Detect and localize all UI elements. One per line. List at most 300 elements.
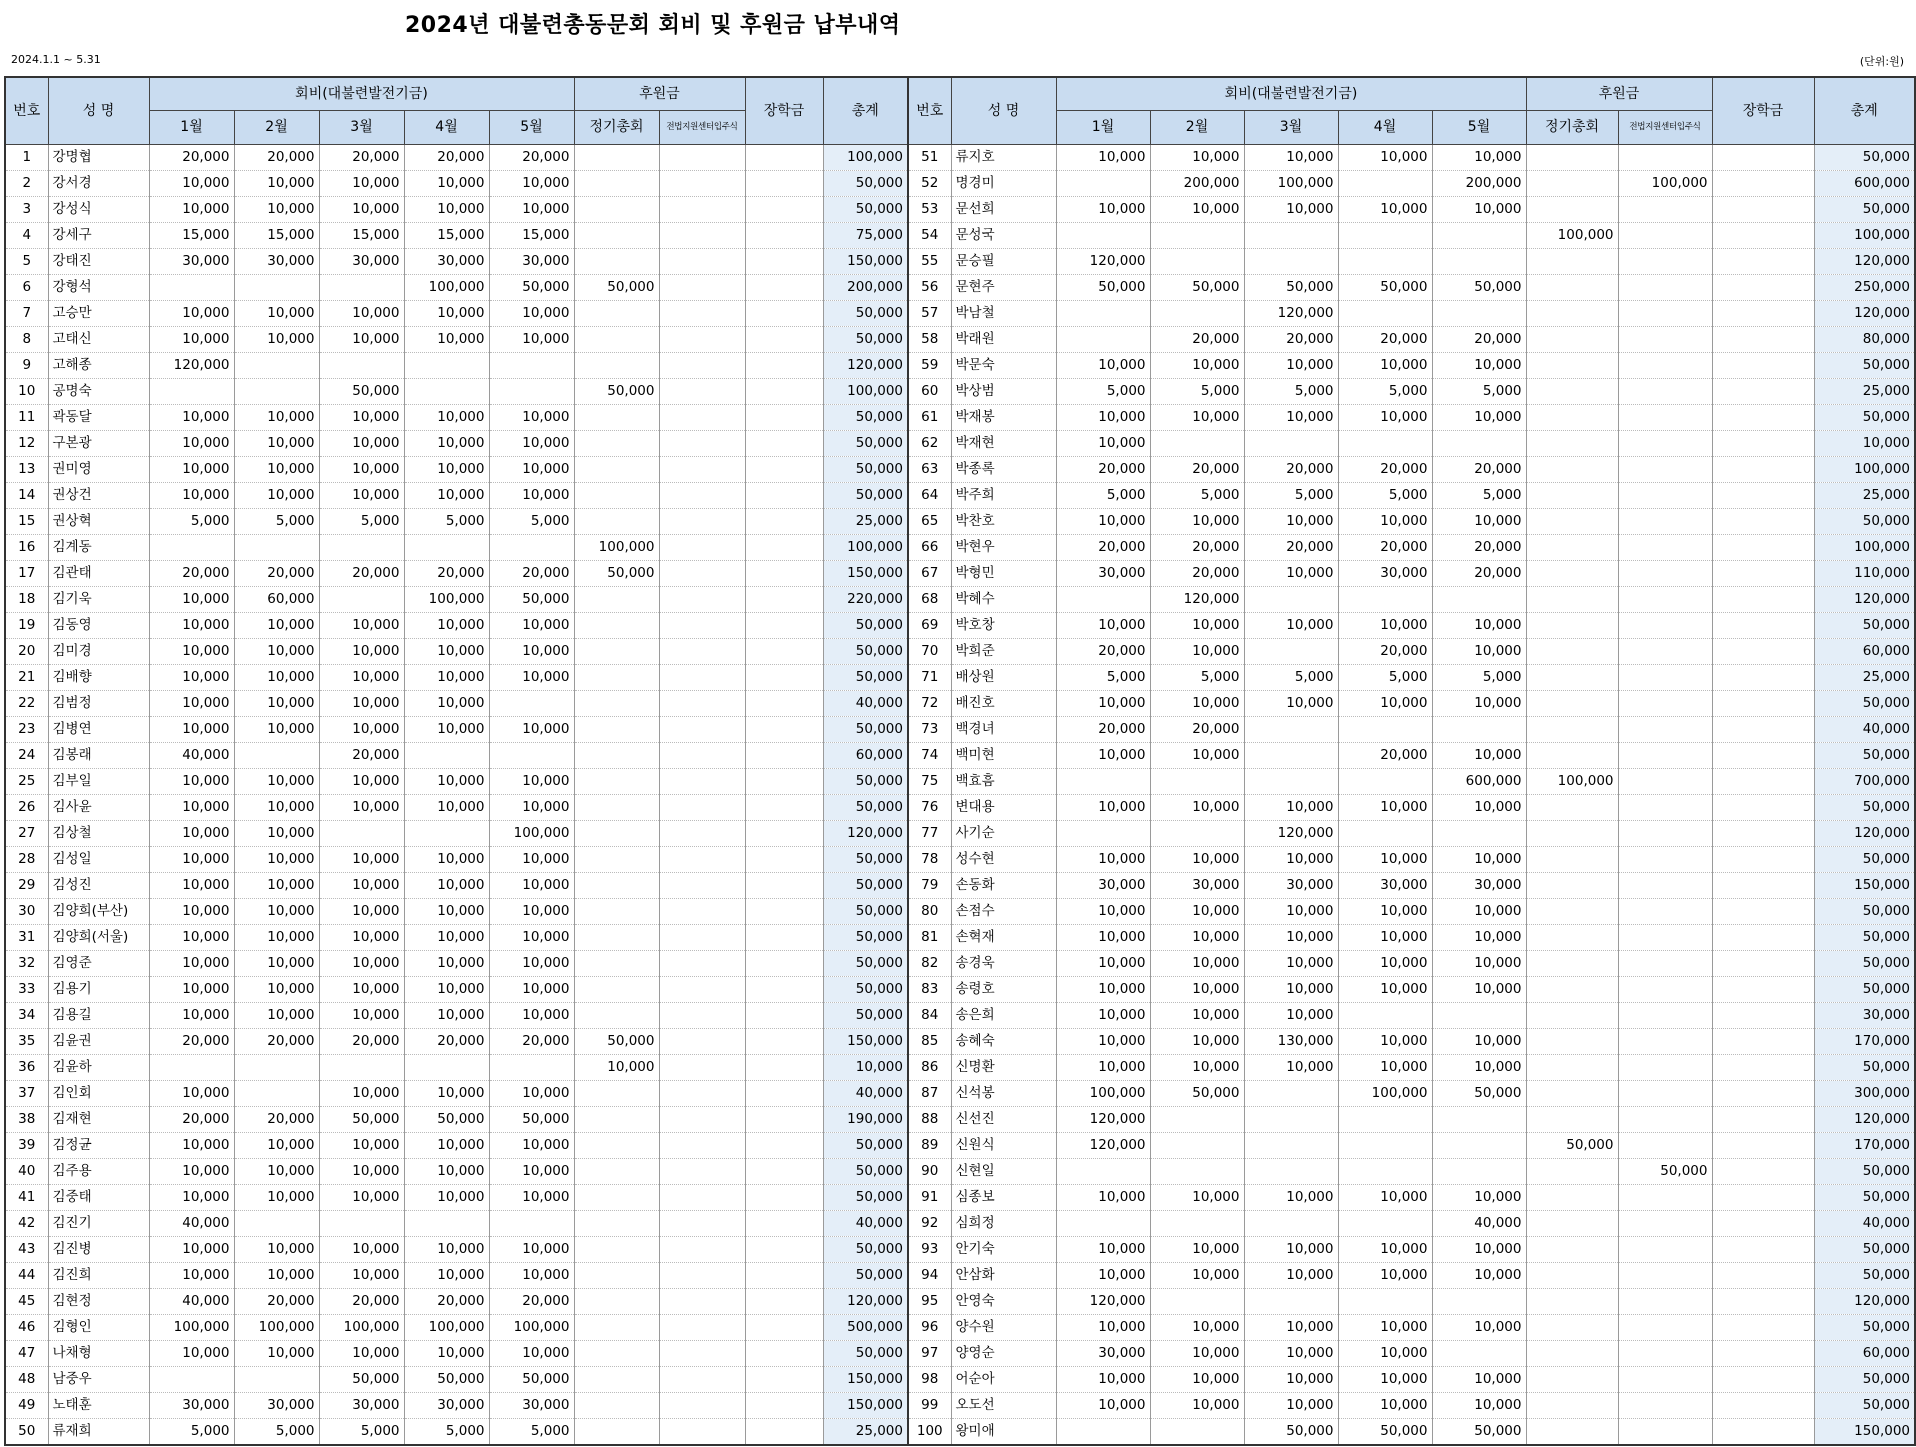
jan-amount — [149, 1055, 234, 1081]
jan-amount: 5,000 — [149, 1419, 234, 1446]
mar-amount: 10,000 — [1244, 1003, 1338, 1029]
member-name: 박상범 — [951, 379, 1056, 405]
table-row — [5, 483, 1915, 509]
total-amount: 250,000 — [1814, 275, 1915, 301]
feb-amount: 10,000 — [234, 873, 319, 899]
member-name: 손점수 — [951, 899, 1056, 925]
jan-amount: 10,000 — [149, 1341, 234, 1367]
row-number: 65 — [908, 509, 951, 535]
apr-amount: 10,000 — [404, 873, 489, 899]
support-general-amount — [574, 1315, 659, 1341]
apr-amount: 10,000 — [404, 1159, 489, 1185]
support-general-amount — [574, 223, 659, 249]
may-amount: 50,000 — [1432, 1081, 1526, 1107]
apr-amount: 10,000 — [1338, 1393, 1432, 1419]
header-month: 3월 — [319, 111, 404, 145]
member-name: 송경욱 — [951, 951, 1056, 977]
scholarship-amount — [745, 691, 823, 717]
support-general-amount — [1526, 1315, 1618, 1341]
total-amount: 50,000 — [1814, 1367, 1915, 1393]
jan-amount: 120,000 — [1056, 1107, 1150, 1133]
support-general-amount — [1526, 405, 1618, 431]
total-amount: 50,000 — [823, 197, 908, 223]
row-number: 66 — [908, 535, 951, 561]
scholarship-amount — [1712, 717, 1814, 743]
mar-amount: 10,000 — [1244, 925, 1338, 951]
table-row — [5, 691, 1915, 717]
member-name: 박재봉 — [951, 405, 1056, 431]
row-number: 22 — [5, 691, 48, 717]
may-amount: 10,000 — [489, 197, 574, 223]
support-center-amount — [659, 301, 745, 327]
may-amount — [1432, 587, 1526, 613]
total-amount: 50,000 — [1814, 353, 1915, 379]
support-general-amount — [574, 795, 659, 821]
table-row — [5, 535, 1915, 561]
jan-amount: 10,000 — [149, 431, 234, 457]
support-center-amount — [1618, 691, 1712, 717]
row-number: 14 — [5, 483, 48, 509]
mar-amount: 10,000 — [319, 1003, 404, 1029]
apr-amount: 10,000 — [404, 1185, 489, 1211]
total-amount: 40,000 — [823, 691, 908, 717]
support-center-amount — [659, 899, 745, 925]
mar-amount: 10,000 — [319, 1159, 404, 1185]
may-amount: 40,000 — [1432, 1211, 1526, 1237]
support-center-amount — [659, 561, 745, 587]
scholarship-amount — [1712, 1367, 1814, 1393]
table-row — [5, 197, 1915, 223]
may-amount: 20,000 — [489, 145, 574, 171]
total-amount: 120,000 — [823, 821, 908, 847]
total-amount: 60,000 — [823, 743, 908, 769]
total-amount: 50,000 — [823, 951, 908, 977]
apr-amount: 10,000 — [1338, 1029, 1432, 1055]
jan-amount: 100,000 — [149, 1315, 234, 1341]
scholarship-amount — [745, 977, 823, 1003]
total-amount: 50,000 — [823, 639, 908, 665]
apr-amount — [404, 1211, 489, 1237]
member-name: 노태훈 — [48, 1393, 149, 1419]
may-amount — [489, 1055, 574, 1081]
mar-amount: 10,000 — [319, 1133, 404, 1159]
mar-amount: 10,000 — [319, 899, 404, 925]
may-amount: 10,000 — [1432, 1367, 1526, 1393]
feb-amount: 10,000 — [1150, 613, 1244, 639]
row-number: 85 — [908, 1029, 951, 1055]
support-center-amount — [1618, 275, 1712, 301]
row-number: 98 — [908, 1367, 951, 1393]
member-name: 박문숙 — [951, 353, 1056, 379]
apr-amount — [404, 821, 489, 847]
scholarship-amount — [1712, 1107, 1814, 1133]
support-general-amount: 50,000 — [574, 275, 659, 301]
member-name: 곽동달 — [48, 405, 149, 431]
support-center-amount — [659, 847, 745, 873]
jan-amount: 10,000 — [149, 1081, 234, 1107]
apr-amount: 20,000 — [1338, 639, 1432, 665]
total-amount: 100,000 — [1814, 535, 1915, 561]
mar-amount: 50,000 — [319, 1367, 404, 1393]
may-amount: 30,000 — [489, 1393, 574, 1419]
header-month: 3월 — [1244, 111, 1338, 145]
scholarship-amount — [745, 639, 823, 665]
may-amount: 15,000 — [489, 223, 574, 249]
apr-amount: 10,000 — [404, 665, 489, 691]
total-amount: 50,000 — [823, 977, 908, 1003]
support-center-amount — [659, 1263, 745, 1289]
support-general-amount — [1526, 457, 1618, 483]
member-name: 김형인 — [48, 1315, 149, 1341]
feb-amount: 10,000 — [234, 483, 319, 509]
table-row — [5, 1367, 1915, 1393]
jan-amount: 10,000 — [149, 1185, 234, 1211]
support-general-amount: 100,000 — [1526, 223, 1618, 249]
total-amount: 150,000 — [823, 1029, 908, 1055]
scholarship-amount — [745, 379, 823, 405]
member-name: 남중우 — [48, 1367, 149, 1393]
table-row — [5, 223, 1915, 249]
total-amount: 600,000 — [1814, 171, 1915, 197]
apr-amount — [1338, 587, 1432, 613]
support-center-amount — [1618, 743, 1712, 769]
feb-amount: 5,000 — [1150, 379, 1244, 405]
scholarship-amount — [745, 1185, 823, 1211]
row-number: 19 — [5, 613, 48, 639]
support-general-amount — [1526, 613, 1618, 639]
apr-amount: 10,000 — [404, 1341, 489, 1367]
feb-amount — [1150, 1159, 1244, 1185]
table-row — [5, 769, 1915, 795]
support-general-amount — [574, 1341, 659, 1367]
mar-amount: 10,000 — [319, 691, 404, 717]
total-amount: 300,000 — [1814, 1081, 1915, 1107]
scholarship-amount — [745, 1237, 823, 1263]
total-amount: 50,000 — [1814, 977, 1915, 1003]
row-number: 49 — [5, 1393, 48, 1419]
feb-amount — [1150, 1133, 1244, 1159]
support-general-amount — [574, 925, 659, 951]
total-amount: 120,000 — [1814, 587, 1915, 613]
jan-amount: 30,000 — [1056, 873, 1150, 899]
jan-amount: 50,000 — [1056, 275, 1150, 301]
table-row — [5, 301, 1915, 327]
feb-amount: 10,000 — [1150, 925, 1244, 951]
support-center-amount — [1618, 587, 1712, 613]
support-general-amount — [574, 1393, 659, 1419]
jan-amount: 10,000 — [1056, 1315, 1150, 1341]
may-amount: 5,000 — [1432, 379, 1526, 405]
total-amount: 50,000 — [823, 665, 908, 691]
feb-amount: 10,000 — [234, 1003, 319, 1029]
row-number: 91 — [908, 1185, 951, 1211]
member-name: 김관태 — [48, 561, 149, 587]
total-amount: 190,000 — [823, 1107, 908, 1133]
support-center-amount — [1618, 1133, 1712, 1159]
may-amount: 10,000 — [1432, 509, 1526, 535]
member-name: 송령호 — [951, 977, 1056, 1003]
scholarship-amount — [745, 821, 823, 847]
support-center-amount — [1618, 301, 1712, 327]
may-amount: 10,000 — [489, 1081, 574, 1107]
mar-amount: 10,000 — [319, 977, 404, 1003]
apr-amount: 20,000 — [1338, 743, 1432, 769]
mar-amount — [1244, 223, 1338, 249]
total-amount: 50,000 — [823, 873, 908, 899]
support-general-amount — [1526, 431, 1618, 457]
jan-amount: 10,000 — [149, 925, 234, 951]
feb-amount: 10,000 — [234, 1133, 319, 1159]
feb-amount: 10,000 — [234, 171, 319, 197]
member-name: 공명숙 — [48, 379, 149, 405]
total-amount: 50,000 — [823, 1003, 908, 1029]
header-month: 4월 — [404, 111, 489, 145]
support-general-amount — [1526, 301, 1618, 327]
total-amount: 40,000 — [1814, 717, 1915, 743]
total-amount: 50,000 — [823, 899, 908, 925]
jan-amount — [1056, 769, 1150, 795]
apr-amount: 10,000 — [404, 1133, 489, 1159]
support-center-amount — [659, 1419, 745, 1446]
total-amount: 170,000 — [1814, 1133, 1915, 1159]
row-number: 61 — [908, 405, 951, 431]
apr-amount: 10,000 — [1338, 1263, 1432, 1289]
apr-amount: 10,000 — [1338, 1341, 1432, 1367]
support-center-amount — [659, 405, 745, 431]
feb-amount — [1150, 301, 1244, 327]
header-month: 5월 — [489, 111, 574, 145]
jan-amount: 10,000 — [149, 301, 234, 327]
table-row — [5, 1107, 1915, 1133]
scholarship-amount — [1712, 405, 1814, 431]
mar-amount: 10,000 — [319, 1081, 404, 1107]
total-amount: 25,000 — [1814, 379, 1915, 405]
total-amount: 50,000 — [1814, 691, 1915, 717]
support-center-amount: 100,000 — [1618, 171, 1712, 197]
apr-amount — [404, 379, 489, 405]
member-name: 김중태 — [48, 1185, 149, 1211]
apr-amount — [1338, 1107, 1432, 1133]
table-row — [5, 1081, 1915, 1107]
support-general-amount — [574, 509, 659, 535]
feb-amount: 10,000 — [234, 925, 319, 951]
support-general-amount — [1526, 1185, 1618, 1211]
row-number: 78 — [908, 847, 951, 873]
row-number: 17 — [5, 561, 48, 587]
mar-amount: 10,000 — [1244, 613, 1338, 639]
table-row — [5, 1055, 1915, 1081]
feb-amount — [234, 1055, 319, 1081]
mar-amount: 10,000 — [1244, 1185, 1338, 1211]
jan-amount: 10,000 — [149, 1159, 234, 1185]
row-number: 58 — [908, 327, 951, 353]
apr-amount: 20,000 — [404, 145, 489, 171]
member-name: 김진기 — [48, 1211, 149, 1237]
jan-amount: 20,000 — [149, 145, 234, 171]
total-amount: 50,000 — [823, 1263, 908, 1289]
row-number: 34 — [5, 1003, 48, 1029]
total-amount: 50,000 — [1814, 1237, 1915, 1263]
jan-amount: 5,000 — [1056, 379, 1150, 405]
support-center-amount — [659, 795, 745, 821]
mar-amount: 10,000 — [319, 171, 404, 197]
support-general-amount — [1526, 1055, 1618, 1081]
support-general-amount — [574, 1211, 659, 1237]
mar-amount: 50,000 — [319, 379, 404, 405]
support-general-amount — [574, 1237, 659, 1263]
scholarship-amount — [745, 743, 823, 769]
scholarship-amount — [745, 249, 823, 275]
total-amount: 10,000 — [823, 1055, 908, 1081]
jan-amount: 20,000 — [149, 1029, 234, 1055]
feb-amount — [234, 353, 319, 379]
table-row — [5, 613, 1915, 639]
jan-amount: 10,000 — [1056, 795, 1150, 821]
support-general-amount — [1526, 1159, 1618, 1185]
scholarship-amount — [1712, 301, 1814, 327]
jan-amount: 10,000 — [149, 197, 234, 223]
support-general-amount — [574, 197, 659, 223]
member-name: 양영순 — [951, 1341, 1056, 1367]
feb-amount: 10,000 — [234, 665, 319, 691]
jan-amount: 10,000 — [1056, 743, 1150, 769]
may-amount — [1432, 301, 1526, 327]
support-center-amount — [659, 1237, 745, 1263]
total-amount: 50,000 — [1814, 613, 1915, 639]
support-general-amount: 50,000 — [574, 379, 659, 405]
total-amount: 50,000 — [823, 327, 908, 353]
scholarship-amount — [1712, 587, 1814, 613]
may-amount: 10,000 — [489, 873, 574, 899]
jan-amount: 10,000 — [1056, 353, 1150, 379]
member-name: 김현정 — [48, 1289, 149, 1315]
jan-amount: 10,000 — [1056, 613, 1150, 639]
scholarship-amount — [1712, 613, 1814, 639]
may-amount: 10,000 — [489, 951, 574, 977]
feb-amount: 10,000 — [234, 197, 319, 223]
jan-amount: 10,000 — [1056, 1185, 1150, 1211]
header-name: 성 명 — [48, 77, 149, 145]
scholarship-amount — [745, 1263, 823, 1289]
total-amount: 50,000 — [823, 769, 908, 795]
may-amount: 10,000 — [1432, 795, 1526, 821]
apr-amount — [1338, 821, 1432, 847]
apr-amount: 10,000 — [404, 795, 489, 821]
feb-amount: 10,000 — [1150, 951, 1244, 977]
row-number: 70 — [908, 639, 951, 665]
apr-amount — [404, 743, 489, 769]
apr-amount: 20,000 — [404, 1289, 489, 1315]
mar-amount: 10,000 — [319, 1185, 404, 1211]
support-center-amount — [659, 1029, 745, 1055]
row-number: 8 — [5, 327, 48, 353]
support-center-amount — [659, 1211, 745, 1237]
jan-amount — [149, 275, 234, 301]
scholarship-amount — [1712, 249, 1814, 275]
table-row — [5, 1289, 1915, 1315]
may-amount — [1432, 249, 1526, 275]
table-row — [5, 1185, 1915, 1211]
row-number: 23 — [5, 717, 48, 743]
scholarship-amount — [745, 1419, 823, 1446]
feb-amount: 10,000 — [234, 1237, 319, 1263]
feb-amount: 50,000 — [1150, 275, 1244, 301]
jan-amount: 10,000 — [1056, 1393, 1150, 1419]
mar-amount — [319, 535, 404, 561]
scholarship-amount — [745, 1029, 823, 1055]
scholarship-amount — [1712, 899, 1814, 925]
scholarship-amount — [745, 145, 823, 171]
row-number: 53 — [908, 197, 951, 223]
member-name: 박혜수 — [951, 587, 1056, 613]
member-name: 왕미애 — [951, 1419, 1056, 1446]
feb-amount: 100,000 — [234, 1315, 319, 1341]
scholarship-amount — [1712, 1211, 1814, 1237]
member-name: 박남철 — [951, 301, 1056, 327]
row-number: 26 — [5, 795, 48, 821]
header-support-general: 정기총회 — [574, 111, 659, 145]
table-row — [5, 1237, 1915, 1263]
support-general-amount — [1526, 197, 1618, 223]
total-amount: 110,000 — [1814, 561, 1915, 587]
member-name: 강세구 — [48, 223, 149, 249]
row-number: 90 — [908, 1159, 951, 1185]
may-amount: 10,000 — [1432, 743, 1526, 769]
scholarship-amount — [745, 925, 823, 951]
feb-amount: 30,000 — [234, 249, 319, 275]
header-support-general: 정기총회 — [1526, 111, 1618, 145]
total-amount: 30,000 — [1814, 1003, 1915, 1029]
row-number: 84 — [908, 1003, 951, 1029]
total-amount: 50,000 — [1814, 145, 1915, 171]
row-number: 13 — [5, 457, 48, 483]
total-amount: 100,000 — [823, 535, 908, 561]
feb-amount: 30,000 — [1150, 873, 1244, 899]
jan-amount: 120,000 — [1056, 1289, 1150, 1315]
mar-amount: 20,000 — [319, 1029, 404, 1055]
support-center-amount — [659, 1393, 745, 1419]
support-general-amount — [1526, 561, 1618, 587]
member-name: 양수원 — [951, 1315, 1056, 1341]
scholarship-amount — [1712, 1263, 1814, 1289]
jan-amount: 5,000 — [1056, 665, 1150, 691]
support-center-amount — [1618, 1419, 1712, 1446]
row-number: 39 — [5, 1133, 48, 1159]
total-amount: 50,000 — [823, 1237, 908, 1263]
row-number: 24 — [5, 743, 48, 769]
apr-amount — [404, 1055, 489, 1081]
total-amount: 50,000 — [823, 717, 908, 743]
may-amount — [489, 353, 574, 379]
member-name: 심종보 — [951, 1185, 1056, 1211]
row-number: 59 — [908, 353, 951, 379]
member-name: 오도선 — [951, 1393, 1056, 1419]
mar-amount: 10,000 — [319, 1341, 404, 1367]
may-amount: 20,000 — [1432, 535, 1526, 561]
feb-amount: 10,000 — [1150, 977, 1244, 1003]
total-amount: 25,000 — [1814, 483, 1915, 509]
table-row — [5, 145, 1915, 171]
support-general-amount — [574, 353, 659, 379]
feb-amount: 10,000 — [1150, 847, 1244, 873]
support-general-amount — [574, 1159, 659, 1185]
apr-amount: 100,000 — [404, 587, 489, 613]
mar-amount: 30,000 — [319, 249, 404, 275]
mar-amount: 20,000 — [1244, 457, 1338, 483]
total-amount: 100,000 — [1814, 457, 1915, 483]
mar-amount: 30,000 — [1244, 873, 1338, 899]
may-amount: 10,000 — [489, 1263, 574, 1289]
